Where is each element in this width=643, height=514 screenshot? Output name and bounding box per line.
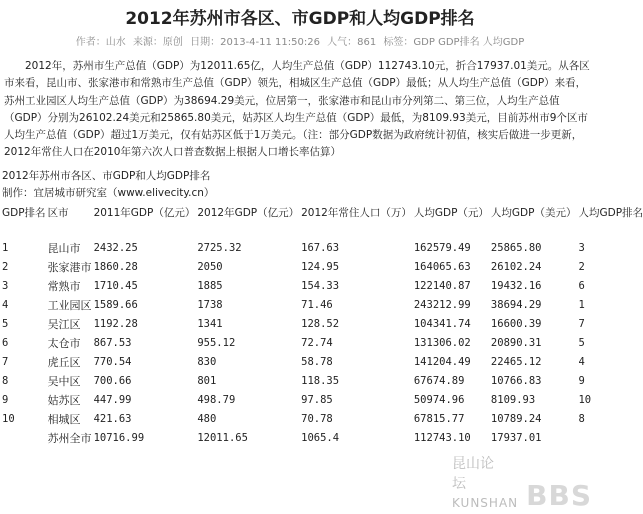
table-row xyxy=(0,410,643,429)
cell-gdp-rank: 3 xyxy=(2,279,9,292)
cell-gdp-2011: 867.53 xyxy=(93,336,132,349)
cell-gdp-2012: 1885 xyxy=(197,279,223,292)
cell-population: 124.95 xyxy=(301,260,340,273)
cell-gdp-2011: 421.63 xyxy=(93,412,132,425)
cell-per-capita-rank: 1 xyxy=(578,298,585,311)
header-district: 区市 xyxy=(47,206,69,219)
cell-population: 128.52 xyxy=(301,317,340,330)
cell-gdp-2011: 1710.45 xyxy=(93,279,138,292)
cell-district: 相城区 xyxy=(47,412,81,426)
table-row xyxy=(0,429,643,448)
cell-district: 姑苏区 xyxy=(47,393,81,407)
cell-population: 72.74 xyxy=(301,336,333,349)
table-row xyxy=(0,391,643,410)
cell-district: 虎丘区 xyxy=(47,355,81,369)
cell-per-capita-usd: 38694.29 xyxy=(490,298,542,311)
cell-per-capita-usd: 26102.24 xyxy=(490,260,542,273)
cell-gdp-2011: 1589.66 xyxy=(93,298,138,311)
cell-per-capita-usd: 10766.83 xyxy=(490,374,542,387)
cell-gdp-2012: 480 xyxy=(197,412,217,425)
cell-per-capita-cny: 67815.77 xyxy=(413,412,465,425)
cell-district: 工业园区 xyxy=(47,298,92,312)
article-intro: 2012年，苏州市生产总值（GDP）为12011.65亿，人均生产总值（GDP）112743.10元，折合17937.01美元。从各区市来看，昆山市、张家港市和常熟市生产总值（GDP）领先，相城区生产总值（GDP）最低；从人均生产总值（GDP）来看，苏州工业园区人均生产总值（GDP）为38694.29美元，位居第一，张家港市和昆山市分列第二、第三位，人均生产总值（GDP）分别为26102.24美元和25865.80美元，姑苏区人均生产总值（GDP）最低，为8109.93美元，目前苏州市9个区市人均生产总值（GDP）超过1万美元，仅有姑苏区低于1万美元。（注：部分GDP数据为政府统计初值，核实后做进一步更新，2012年常住人口在2010年第六次人口普查数据上根据人口增长率估算） xyxy=(4,60,590,159)
cell-per-capita-rank: 8 xyxy=(578,412,585,425)
cell-per-capita-usd: 16600.39 xyxy=(490,317,542,330)
cell-per-capita-rank: 3 xyxy=(578,241,585,254)
cell-per-capita-usd: 17937.01 xyxy=(490,431,542,444)
table-row xyxy=(0,372,643,391)
cell-gdp-2012: 498.79 xyxy=(197,393,236,406)
cell-gdp-2011: 1192.28 xyxy=(93,317,138,330)
cell-gdp-2012: 1738 xyxy=(197,298,223,311)
article-title: 2012年苏州市各区、市GDP和人均GDP排名 xyxy=(125,9,475,29)
cell-per-capita-rank: 6 xyxy=(578,279,585,292)
cell-population: 1065.4 xyxy=(301,431,340,444)
meta-source: 来源：原创 xyxy=(132,37,183,48)
cell-population: 118.35 xyxy=(301,374,340,387)
site-watermark xyxy=(452,456,592,512)
cell-gdp-2012: 2725.32 xyxy=(197,241,242,254)
cell-gdp-rank: 9 xyxy=(2,393,9,406)
cell-gdp-rank: 7 xyxy=(2,355,9,368)
cell-gdp-rank: 6 xyxy=(2,336,9,349)
meta-tags[interactable]: 标签：GDP GDP排名 人均GDP xyxy=(383,37,525,48)
cell-per-capita-cny: 164065.63 xyxy=(413,260,471,273)
cell-district: 常熟市 xyxy=(47,279,81,293)
cell-gdp-2011: 770.54 xyxy=(93,355,132,368)
cell-population: 97.85 xyxy=(301,393,333,406)
cell-per-capita-usd: 20890.31 xyxy=(490,336,542,349)
cell-gdp-2011: 700.66 xyxy=(93,374,132,387)
table-row xyxy=(0,258,643,277)
cell-per-capita-cny: 141204.49 xyxy=(413,355,471,368)
cell-district: 吴江区 xyxy=(47,317,81,331)
cell-population: 154.33 xyxy=(301,279,340,292)
header-per-capita-usd: 人均GDP（美元） xyxy=(490,206,577,219)
header-per-capita-rank: 人均GDP排名 xyxy=(578,206,643,219)
cell-gdp-rank: 1 xyxy=(2,241,9,254)
cell-gdp-2012: 801 xyxy=(197,374,217,387)
table-row xyxy=(0,277,643,296)
table-row xyxy=(0,315,643,334)
cell-population: 58.78 xyxy=(301,355,333,368)
cell-population: 167.63 xyxy=(301,241,340,254)
cell-gdp-rank: 2 xyxy=(2,260,9,273)
table-title: 2012年苏州市各区、市GDP和人均GDP排名 xyxy=(2,169,211,182)
cell-gdp-rank: 5 xyxy=(2,317,9,330)
meta-date: 日期：2013-4-11 11:50:26 xyxy=(190,37,320,48)
table-row xyxy=(0,239,643,258)
cell-per-capita-usd: 8109.93 xyxy=(490,393,536,406)
cell-gdp-rank xyxy=(0,429,46,448)
cell-population: 70.78 xyxy=(301,412,333,425)
header-gdp-2011: 2011年GDP（亿元） xyxy=(93,206,196,219)
cell-per-capita-rank: 2 xyxy=(578,260,585,273)
cell-per-capita-cny: 122140.87 xyxy=(413,279,471,292)
cell-per-capita-cny: 67674.89 xyxy=(413,374,465,387)
table-header-row xyxy=(0,204,643,239)
header-gdp-rank: GDP排名 xyxy=(2,206,46,219)
meta-author: 作者：山水 xyxy=(75,37,126,48)
cell-gdp-2011: 447.99 xyxy=(93,393,132,406)
cell-gdp-rank: 4 xyxy=(2,298,9,311)
cell-gdp-2011: 10716.99 xyxy=(93,431,145,444)
table-row xyxy=(0,296,643,315)
cell-gdp-2012: 1341 xyxy=(197,317,223,330)
cell-gdp-2012: 830 xyxy=(197,355,217,368)
cell-per-capita-cny: 104341.74 xyxy=(413,317,471,330)
cell-per-capita-cny: 162579.49 xyxy=(413,241,471,254)
table-maker: 制作：宜居城市研究室（www.elivecity.cn） xyxy=(2,186,215,199)
cell-gdp-2011: 1860.28 xyxy=(93,260,138,273)
meta-views: 人气：861 xyxy=(327,37,377,48)
cell-per-capita-cny: 131306.02 xyxy=(413,336,471,349)
cell-district: 昆山市 xyxy=(47,241,81,255)
cell-per-capita-rank: 9 xyxy=(578,374,585,387)
cell-per-capita-cny: 112743.10 xyxy=(413,431,471,444)
gdp-table xyxy=(0,204,643,448)
cell-district: 吴中区 xyxy=(47,374,81,388)
watermark-cn: 昆山论坛 xyxy=(452,456,494,492)
cell-per-capita-cny: 50974.96 xyxy=(413,393,465,406)
cell-gdp-2011: 2432.25 xyxy=(93,241,138,254)
cell-per-capita-rank: 4 xyxy=(578,355,585,368)
cell-gdp-2012: 955.12 xyxy=(197,336,236,349)
header-population: 2012年常住人口（万） xyxy=(301,206,412,219)
cell-per-capita-rank: 7 xyxy=(578,317,585,330)
cell-per-capita-cny: 243212.99 xyxy=(413,298,471,311)
cell-per-capita-rank xyxy=(576,429,643,448)
cell-per-capita-usd: 10789.24 xyxy=(490,412,542,425)
cell-gdp-2012: 12011.65 xyxy=(197,431,248,444)
cell-per-capita-rank: 10 xyxy=(578,393,592,406)
cell-gdp-rank: 8 xyxy=(2,374,9,387)
cell-district: 张家港市 xyxy=(47,260,92,274)
cell-per-capita-rank: 5 xyxy=(578,336,585,349)
header-gdp-2012: 2012年GDP（亿元） xyxy=(197,206,300,219)
watermark-en: KUNSHAN xyxy=(452,496,519,510)
header-per-capita-cny: 人均GDP（元） xyxy=(413,206,489,219)
cell-gdp-rank: 10 xyxy=(2,412,15,425)
table-row xyxy=(0,334,643,353)
cell-gdp-2012: 2050 xyxy=(197,260,223,273)
cell-per-capita-usd: 22465.12 xyxy=(490,355,542,368)
cell-per-capita-usd: 19432.16 xyxy=(490,279,542,292)
cell-per-capita-usd: 25865.80 xyxy=(490,241,542,254)
article-meta xyxy=(0,36,600,50)
gdp-table-body xyxy=(0,204,643,448)
cell-district: 太仓市 xyxy=(47,336,81,350)
watermark-bbs: BBS xyxy=(526,479,592,512)
cell-population: 71.46 xyxy=(301,298,333,311)
cell-district: 苏州全市 xyxy=(47,431,92,445)
table-row xyxy=(0,353,643,372)
